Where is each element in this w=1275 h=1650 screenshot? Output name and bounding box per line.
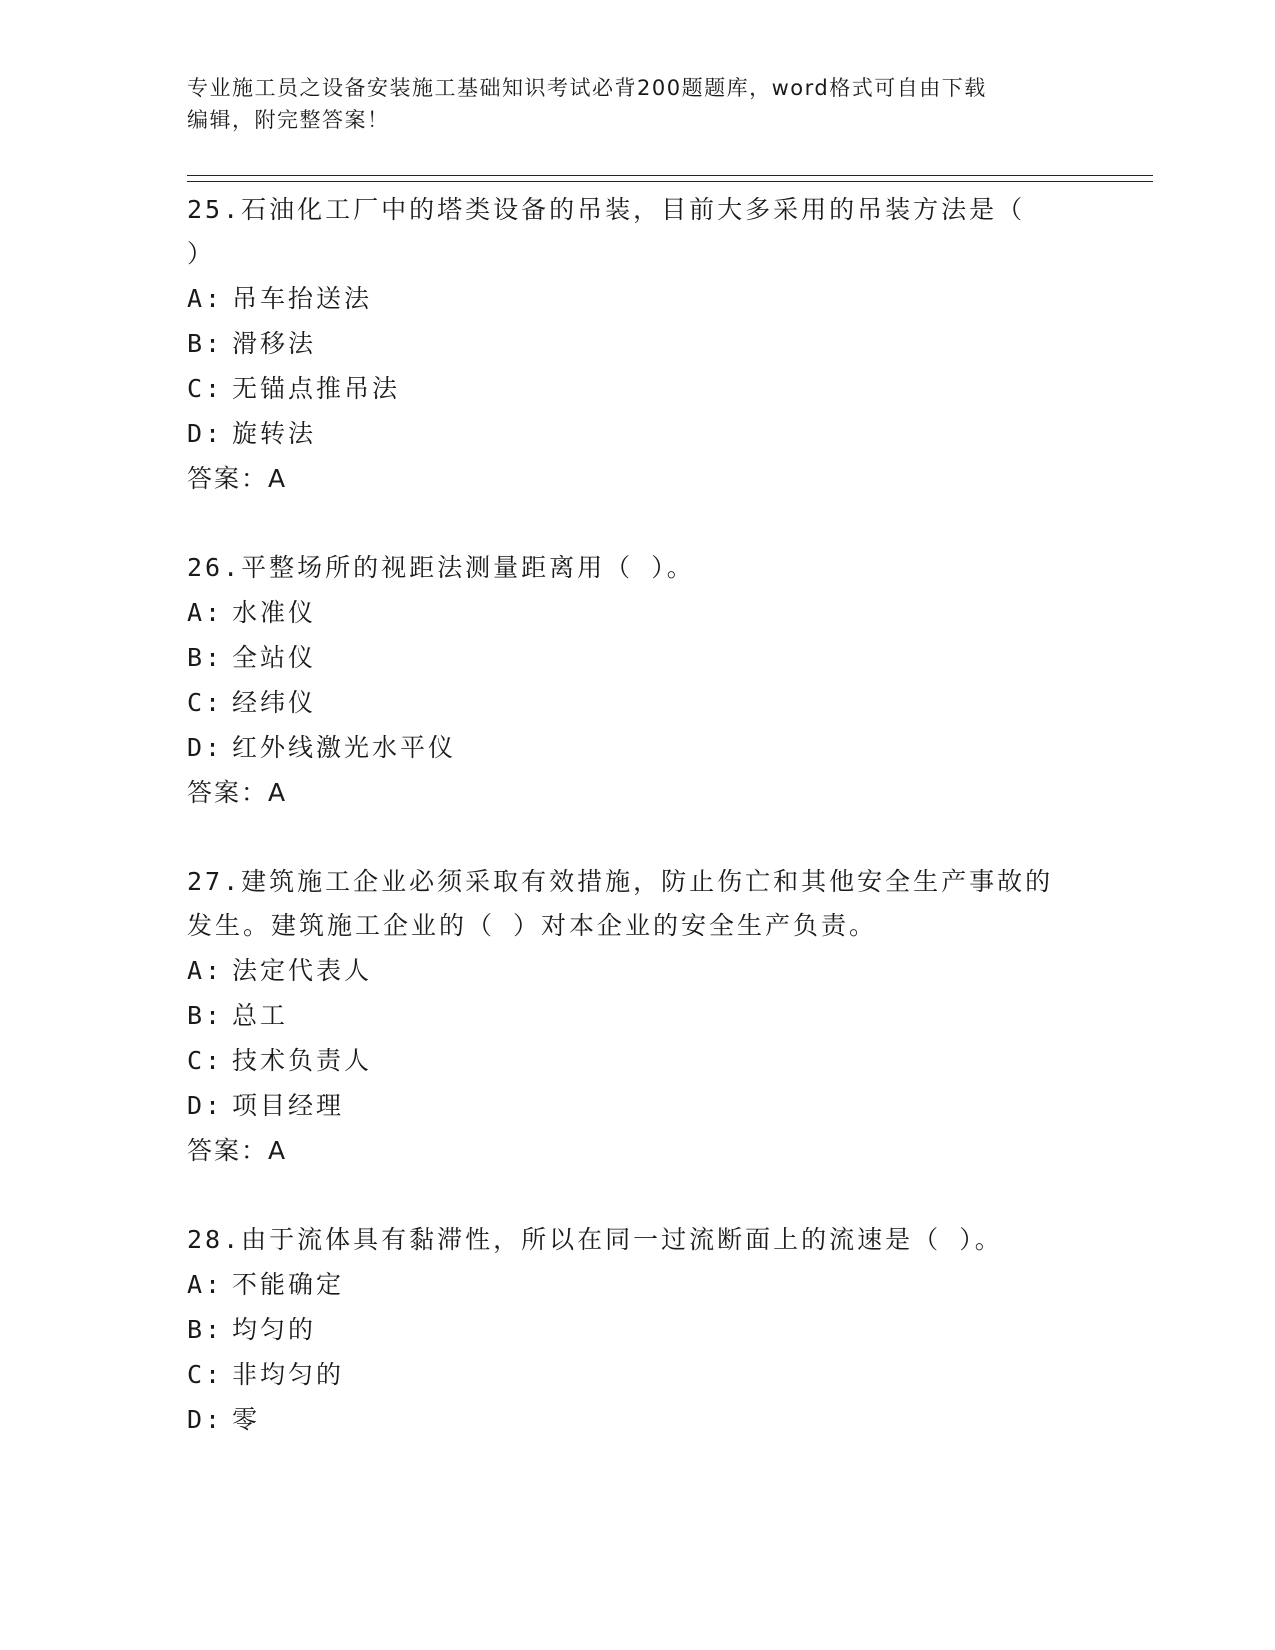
option-a xyxy=(187,948,1087,993)
question-text: 26.平整场所的视距法测量距离用（ ）。 xyxy=(187,553,695,582)
option-b xyxy=(187,993,1087,1038)
question-text-continued: ） xyxy=(187,239,216,268)
option-b xyxy=(187,321,1087,366)
answer: 答案：A xyxy=(187,1136,288,1165)
header-line-1: 专业施工员之设备安装施工基础知识考试必背200题题库，word格式可自由下载 xyxy=(187,76,987,100)
option-text: 滑移法 xyxy=(232,329,317,358)
option-text: 均匀的 xyxy=(232,1315,317,1344)
question-26 xyxy=(187,546,1087,816)
option-label: A: xyxy=(187,598,224,627)
option-label: D: xyxy=(187,419,224,448)
option-label: D: xyxy=(187,1405,224,1434)
document-header xyxy=(187,72,1067,136)
option-text: 全站仪 xyxy=(232,643,317,672)
question-list xyxy=(187,188,1087,1486)
option-text: 不能确定 xyxy=(232,1270,345,1299)
option-text: 法定代表人 xyxy=(232,956,373,985)
option-label: D: xyxy=(187,733,224,762)
option-label: C: xyxy=(187,688,224,717)
option-a xyxy=(187,1262,1087,1307)
option-text: 技术负责人 xyxy=(232,1046,373,1075)
question-27 xyxy=(187,860,1087,1174)
option-label: D: xyxy=(187,1091,224,1120)
question-25 xyxy=(187,188,1087,502)
option-text: 水准仪 xyxy=(232,598,317,627)
option-a xyxy=(187,276,1087,321)
question-text: 28.由于流体具有黏滞性，所以在同一过流断面上的流速是（ ）。 xyxy=(187,1225,1003,1254)
question-28 xyxy=(187,1218,1087,1442)
option-label: B: xyxy=(187,1001,224,1030)
option-text: 零 xyxy=(232,1405,261,1434)
option-b xyxy=(187,635,1087,680)
option-c xyxy=(187,366,1087,411)
option-text: 项目经理 xyxy=(232,1091,345,1120)
option-text: 吊车抬送法 xyxy=(232,284,373,313)
option-d xyxy=(187,725,1087,770)
option-label: C: xyxy=(187,1046,224,1075)
option-d xyxy=(187,1083,1087,1128)
option-c xyxy=(187,1038,1087,1083)
question-text-continued: 发生。建筑施工企业的（ ）对本企业的安全生产负责。 xyxy=(187,911,878,940)
option-label: C: xyxy=(187,374,224,403)
option-text: 总工 xyxy=(232,1001,289,1030)
answer: 答案：A xyxy=(187,464,288,493)
header-divider-top xyxy=(187,175,1153,176)
option-c xyxy=(187,1352,1087,1397)
option-d xyxy=(187,411,1087,456)
option-a xyxy=(187,590,1087,635)
option-label: A: xyxy=(187,956,224,985)
option-b xyxy=(187,1307,1087,1352)
option-text: 无锚点推吊法 xyxy=(232,374,401,403)
option-label: A: xyxy=(187,1270,224,1299)
header-line-2: 编辑，附完整答案！ xyxy=(187,108,390,132)
option-d xyxy=(187,1397,1087,1442)
header-divider-bottom xyxy=(187,181,1153,182)
option-label: C: xyxy=(187,1360,224,1389)
option-label: B: xyxy=(187,329,224,358)
option-text: 经纬仪 xyxy=(232,688,317,717)
option-text: 非均匀的 xyxy=(232,1360,345,1389)
option-label: A: xyxy=(187,284,224,313)
option-label: B: xyxy=(187,643,224,672)
question-text: 25.石油化工厂中的塔类设备的吊装，目前大多采用的吊装方法是（ xyxy=(187,195,1026,224)
option-text: 旋转法 xyxy=(232,419,317,448)
question-text: 27.建筑施工企业必须采取有效措施，防止伤亡和其他安全生产事故的 xyxy=(187,867,1054,896)
option-text: 红外线激光水平仪 xyxy=(232,733,457,762)
option-label: B: xyxy=(187,1315,224,1344)
option-c xyxy=(187,680,1087,725)
answer: 答案：A xyxy=(187,778,288,807)
